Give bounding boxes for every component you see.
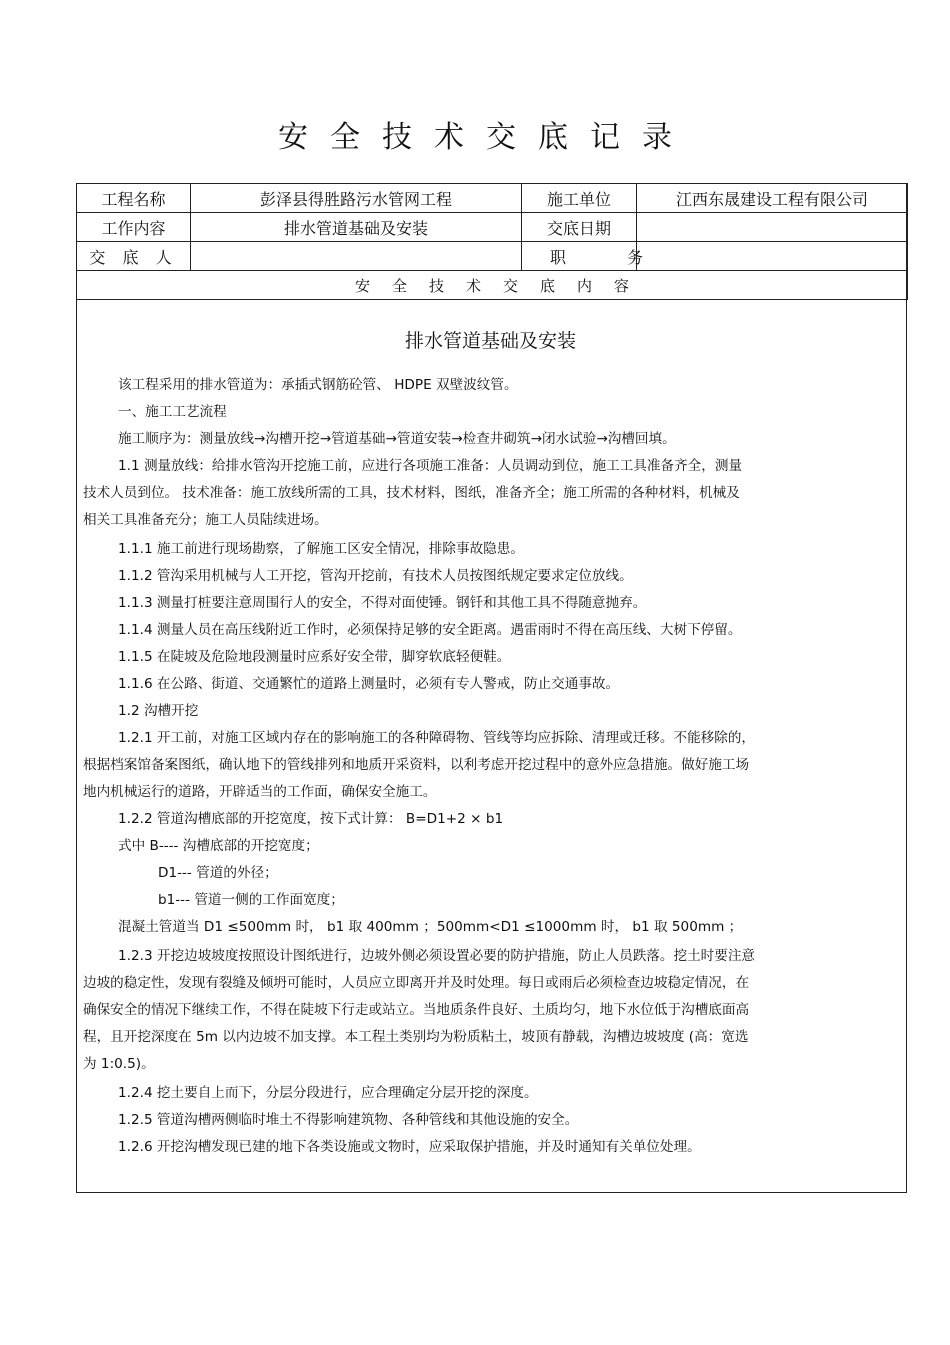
work-content-label: 工作内容 (77, 213, 191, 242)
paragraph-line: 1.1 测量放线：给排水管沟开挖施工前，应进行各项施工准备：人员调动到位，施工工具准备齐全，测量 (118, 458, 743, 474)
paragraph-line: 一、施工工艺流程 (118, 404, 227, 420)
paragraph-line: 1.1.6 在公路、街道、交通繁忙的道路上测量时，必须有专人警戒，防止交通事故。 (118, 676, 620, 692)
work-content-value: 排水管道基础及安装 (191, 213, 522, 242)
table-row (77, 184, 908, 213)
paragraph-line: 技术人员到位。 技术准备：施工放线所需的工具，技术材料，图纸，准备齐全；施工所需的各种材料，机械及 (83, 485, 740, 501)
info-table (76, 183, 908, 300)
project-name-value: 彭泽县得胜路污水管网工程 (191, 184, 522, 213)
contractor-value: 江西东晟建设工程有限公司 (637, 184, 908, 213)
paragraph-line: 1.2.3 开挖边坡坡度按照设计图纸进行，边坡外侧必须设置必要的防护措施，防止人员跌落。挖土时要注意 (118, 948, 756, 964)
paragraph-line: 地内机械运行的道路，开辟适当的工作面，确保安全施工。 (83, 784, 437, 800)
paragraph-line: 1.1.5 在陡坡及危险地段测量时应系好安全带，脚穿软底轻便鞋。 (118, 649, 511, 665)
content-body (83, 300, 898, 1161)
paragraph-line: 混凝土管道当 D1 ≤500mm 时， b1 取 400mm ；500mm<D1 ≤1000mm 时， b1 取 500mm ； (118, 919, 743, 935)
paragraph-line: 根据档案馆备案图纸，确认地下的管线排列和地质开采资料，以利考虑开挖过程中的意外应急措施。做好施工场 (83, 757, 750, 773)
contractor-label: 施工单位 (522, 184, 637, 213)
paragraph-line: 施工顺序为：测量放线→沟槽开挖→管道基础→管道安装→检查井砌筑→闭水试验→沟槽回填。 (118, 431, 676, 447)
paragraph-line: 1.2.6 开挖沟槽发现已建的地下各类设施或文物时，应采取保护措施，并及时通知有关单位处理。 (118, 1139, 701, 1155)
section-header: 安全技术交底内容 (77, 271, 908, 300)
paragraph-line: 边坡的稳定性，发现有裂缝及倾坍可能时，人员应立即离开并及时处理。每日或雨后必须检查边坡稳定情况，在 (83, 975, 750, 991)
table-row (77, 271, 908, 300)
paragraph-line: 确保安全的情况下继续工作，不得在陡坡下行走或站立。当地质条件良好、土质均匀，地下水位低于沟槽底面高 (83, 1002, 750, 1018)
presenter-value (191, 242, 522, 271)
paragraph-line: 程，且开挖深度在 5m 以内边坡不加支撑。本工程土类别均为粉质粘土，坡顶有静载，沟槽边坡坡度 (高：宽选 (83, 1029, 749, 1045)
paragraph-line: 1.2.4 挖土要自上而下，分层分段进行，应合理确定分层开挖的深度。 (118, 1085, 538, 1101)
paragraph-line: 为 1:0.5)。 (83, 1056, 155, 1072)
content-subtitle: 排水管道基础及安装 (404, 330, 576, 352)
table-row (77, 213, 908, 242)
paragraph-line: 1.2.1 开工前，对施工区域内存在的影响施工的各种障碍物、管线等均应拆除、清理或迁移。不能移除的， (118, 730, 756, 746)
paragraph-line: 1.1.2 管沟采用机械与人工开挖，管沟开挖前，有技术人员按图纸规定要求定位放线。 (118, 568, 633, 584)
position-label: 职 务 (522, 242, 637, 271)
paragraph-line: b1--- 管道一侧的工作面宽度； (158, 892, 344, 908)
project-name-label: 工程名称 (77, 184, 191, 213)
paragraph-line: 1.1.1 施工前进行现场勘察，了解施工区安全情况，排除事故隐患。 (118, 541, 524, 557)
paragraph-line: 1.1.4 测量人员在高压线附近工作时，必须保持足够的安全距离。遇雷雨时不得在高压线、大树下停留。 (118, 622, 742, 638)
paragraph-line: 1.2.5 管道沟槽两侧临时堆土不得影响建筑物、各种管线和其他设施的安全。 (118, 1112, 579, 1128)
paragraph-line: 1.2 沟槽开挖 (118, 703, 199, 719)
date-value (637, 213, 908, 242)
position-value (637, 242, 908, 271)
paragraph-line: 式中 B---- 沟槽底部的开挖宽度； (118, 838, 319, 854)
paragraph-line: 1.1.3 测量打桩要注意周围行人的安全，不得对面使锤。钢钎和其他工具不得随意抛弃。 (118, 595, 647, 611)
presenter-label: 交 底 人 (77, 242, 191, 271)
table-row (77, 242, 908, 271)
paragraph-line: 1.2.2 管道沟槽底部的开挖宽度，按下式计算： B=D1+2 × b1 (118, 811, 504, 827)
date-label: 交底日期 (522, 213, 637, 242)
paragraph-line: 相关工具准备充分；施工人员陆续进场。 (83, 512, 328, 528)
paragraph-line: D1--- 管道的外径； (158, 865, 278, 881)
document-title: 安全技术交底记录 (278, 120, 694, 155)
paragraph-line: 该工程采用的排水管道为：承插式钢筋砼管、 HDPE 双壁波纹管。 (118, 377, 518, 393)
